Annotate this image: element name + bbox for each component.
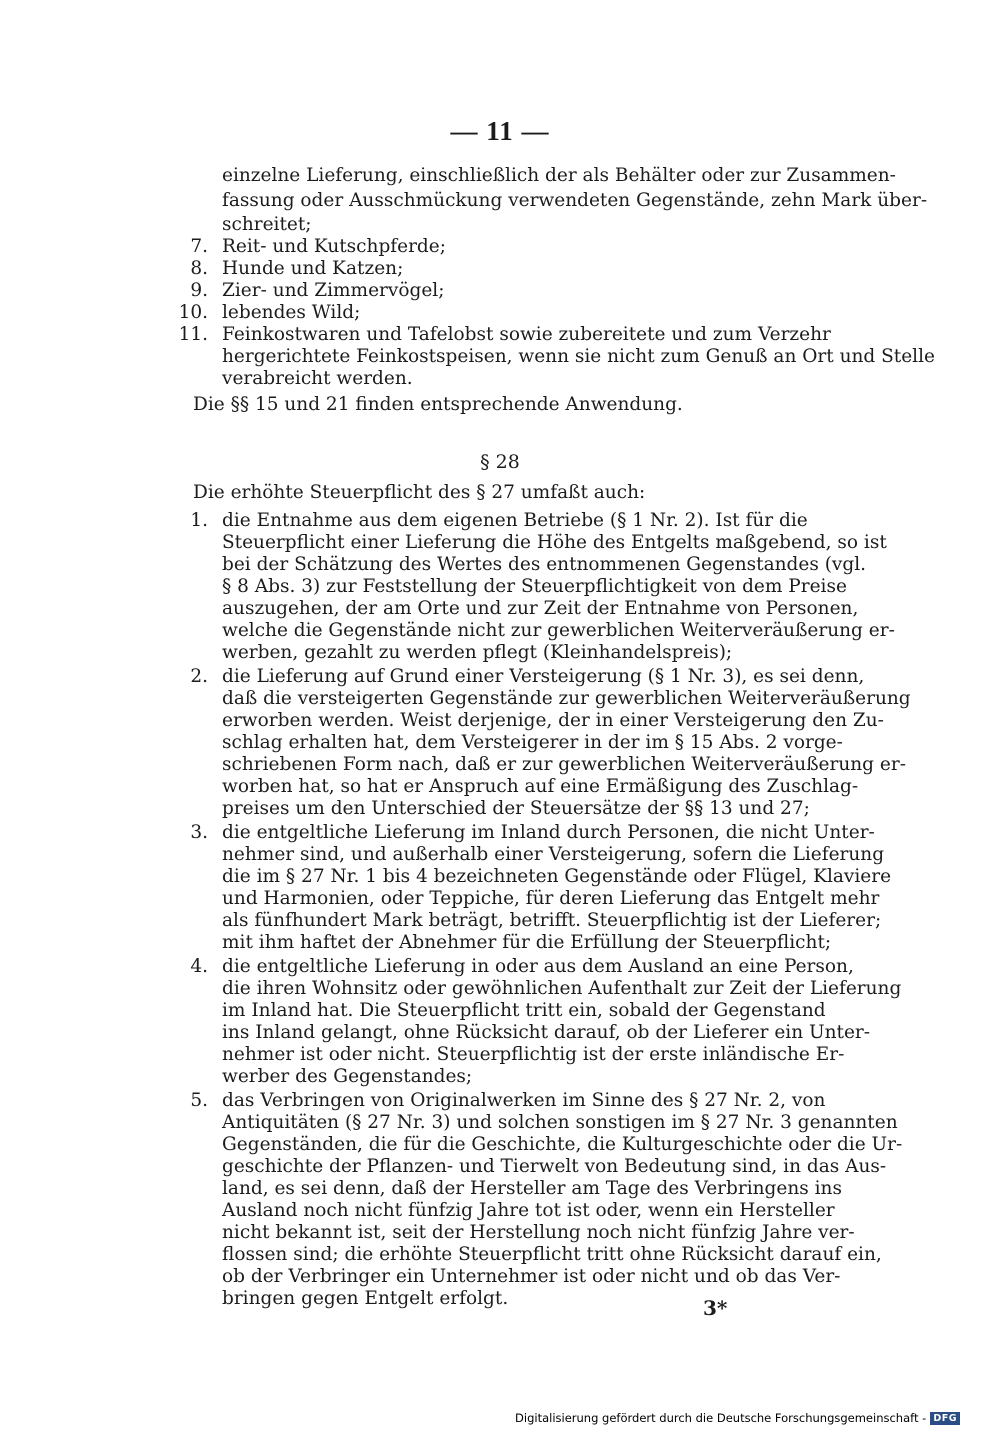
list-item-text: Hunde und Katzen; [222,258,404,279]
section-item-line: die Entnahme aus dem eigenen Betriebe (§ 1 Nr. 2). Ist für die [222,510,808,531]
list-number: 8. [190,258,208,279]
section-item-line: mit ihm haftet der Abnehmer für die Erfüllung der Steuerpflicht; [222,932,832,953]
section-item-line: die entgeltliche Lieferung in oder aus dem Ausland an eine Person, [222,956,854,977]
list-item-text: Reit- und Kutschpferde; [222,236,446,257]
intro-line: einzelne Lieferung, einschließlich der als Behälter oder zur Zusammen- [222,165,896,186]
section-item-line: werben, gezahlt zu werden pflegt (Kleinhandelspreis); [222,642,733,663]
section-item-line: bei der Schätzung des Wertes des entnommenen Gegenstandes (vgl. [222,554,867,575]
section-item-number: 3. [190,822,208,843]
section-item-line: Ausland noch nicht fünfzig Jahre tot ist oder, wenn ein Hersteller [222,1200,835,1221]
list-item-text: Zier- und Zimmervögel; [222,280,445,301]
section-item-line: Gegenständen, die für die Geschichte, die Kulturgeschichte oder die Ur- [222,1134,903,1155]
list-number: 10. [178,302,208,323]
section-item-line: die entgeltliche Lieferung im Inland durch Personen, die nicht Unter- [222,822,875,843]
section-item-line: ins Inland gelangt, ohne Rücksicht darauf, ob der Lieferer ein Unter- [222,1022,871,1043]
section-item-number: 2. [190,666,208,687]
dfg-logo: DFG [930,1412,960,1425]
closing-sentence: Die §§ 15 und 21 finden entsprechende Anwendung. [193,394,683,415]
list-item-text: Feinkostwaren und Tafelobst sowie zubereitete und zum Verzehr [222,324,831,345]
section-item-number: 4. [190,956,208,977]
section-item-line: schriebenen Form nach, daß er zur gewerblichen Weiterveräußerung er- [222,754,906,775]
section-item-line: daß die versteigerten Gegenstände zur gewerblichen Weiterveräußerung [222,688,911,709]
section-item-line: land, es sei denn, daß der Hersteller am Tage des Verbringens ins [222,1178,842,1199]
section-item-line: und Harmonien, oder Teppiche, für deren Lieferung das Entgelt mehr [222,888,880,909]
section-intro: Die erhöhte Steuerpflicht des § 27 umfaßt auch: [193,482,646,503]
section-item-line: § 8 Abs. 3) zur Feststellung der Steuerpflichtigkeit von dem Preise [222,576,847,597]
section-item-line: schlag erhalten hat, dem Versteigerer in der im § 15 Abs. 2 vorge- [222,732,843,753]
intro-line: fassung oder Ausschmückung verwendeten Gegenstände, zehn Mark über- [222,190,928,211]
list-item-text: verabreicht werden. [222,368,413,389]
section-heading: § 28 [480,451,520,473]
section-item-line: erworben werden. Weist derjenige, der in einer Versteigerung den Zu- [222,710,884,731]
section-item-line: Steuerpflicht einer Lieferung die Höhe des Entgelts maßgebend, so ist [222,532,887,553]
section-item-line: nehmer ist oder nicht. Steuerpflichtig ist der erste inländische Er- [222,1044,845,1065]
section-item-line: als fünfhundert Mark beträgt, betrifft. Steuerpflichtig ist der Lieferer; [222,910,882,931]
section-item-line: welche die Gegenstände nicht zur gewerblichen Weiterveräußerung er- [222,620,895,641]
footer [515,1411,960,1425]
section-item-line: preises um den Unterschied der Steuersätze der §§ 13 und 27; [222,798,810,819]
footer-text: Digitalisierung gefördert durch die Deutsche Forschungsgemeinschaft - [515,1411,927,1425]
section-item-line: Antiquitäten (§ 27 Nr. 3) und solchen sonstigen im § 27 Nr. 3 genannten [222,1112,898,1133]
section-item-line: die im § 27 Nr. 1 bis 4 bezeichneten Gegenstände oder Flügel, Klaviere [222,866,892,887]
section-item-line: flossen sind; die erhöhte Steuerpflicht tritt ohne Rücksicht darauf ein, [222,1244,882,1265]
section-item-number: 5. [190,1090,208,1111]
list-number: 11. [178,324,208,345]
section-item-line: geschichte der Pflanzen- und Tierwelt von Bedeutung sind, in das Aus- [222,1156,887,1177]
section-item-line: werber des Gegenstandes; [222,1066,473,1087]
section-item-line: bringen gegen Entgelt erfolgt. [222,1288,509,1309]
section-item-line: worben hat, so hat er Anspruch auf eine Ermäßigung des Zuschlag- [222,776,859,797]
section-item-line: nehmer sind, und außerhalb einer Versteigerung, sofern die Lieferung [222,844,885,865]
section-item-number: 1. [190,510,208,531]
section-item-line: nicht bekannt ist, seit der Herstellung noch nicht fünfzig Jahre ver- [222,1222,855,1243]
section-item-line: ob der Verbringer ein Unternehmer ist oder nicht und ob das Ver- [222,1266,841,1287]
intro-line: schreitet; [222,214,312,235]
list-item-text: lebendes Wild; [222,302,361,323]
signature-mark: 3* [703,1296,728,1320]
section-item-line: die Lieferung auf Grund einer Versteigerung (§ 1 Nr. 3), es sei denn, [222,666,865,687]
section-item-line: das Verbringen von Originalwerken im Sinne des § 27 Nr. 2, von [222,1090,826,1111]
page-number: — 11 — [450,116,550,146]
section-item-line: die ihren Wohnsitz oder gewöhnlichen Aufenthalt zur Zeit der Lieferung [222,978,902,999]
list-item-text: hergerichtete Feinkostspeisen, wenn sie nicht zum Genuß an Ort und Stelle [222,346,935,367]
section-item-line: auszugehen, der am Orte und zur Zeit der Entnahme von Personen, [222,598,859,619]
list-number: 9. [190,280,208,301]
list-number: 7. [190,236,208,257]
section-item-line: im Inland hat. Die Steuerpflicht tritt ein, sobald der Gegenstand [222,1000,826,1021]
